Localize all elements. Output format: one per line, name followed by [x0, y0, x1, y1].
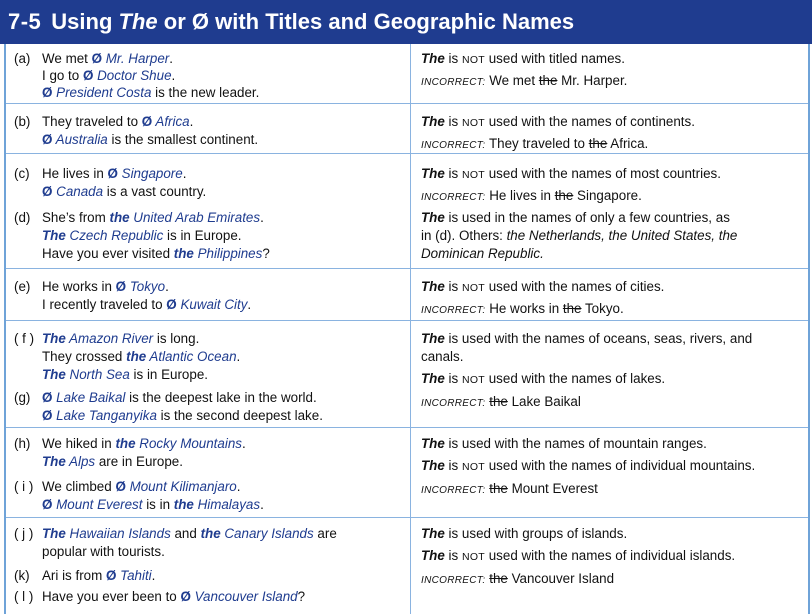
- label-e: (e): [14, 279, 31, 294]
- label-c: (c): [14, 166, 30, 181]
- example-line: We hiked in the Rocky Mountains.: [42, 436, 246, 451]
- examples-cell: [6, 104, 411, 153]
- rule-line: The is used with the names of mountain ranges.: [421, 436, 707, 451]
- rules-cell: [411, 154, 808, 268]
- examples-cell: [6, 44, 411, 103]
- examples-cell: [6, 428, 411, 517]
- row-waters: [6, 321, 808, 428]
- label-f: ( f ): [14, 331, 35, 346]
- example-line: Ari is from Ø Tahiti.: [42, 568, 156, 583]
- examples-cell: [6, 518, 411, 614]
- rules-cell: [411, 44, 808, 103]
- section-number: 7-5: [8, 9, 42, 34]
- example-line: Ø Australia is the smallest continent.: [42, 132, 259, 147]
- rule-line: The is NOT used with the names of individual islands.: [421, 548, 736, 563]
- incorrect-line: INCORRECT: the Mount Everest: [421, 481, 598, 496]
- example-line: The North Sea is in Europe.: [42, 367, 208, 382]
- rules-cell: [411, 321, 808, 427]
- example-line: Ø Lake Tanganyika is the second deepest lake.: [42, 408, 323, 423]
- example-line: Ø Lake Baikal is the deepest lake in the world.: [42, 390, 317, 405]
- incorrect-line: INCORRECT: the Vancouver Island: [421, 571, 615, 586]
- rule-line: Dominican Republic.: [421, 246, 544, 261]
- rules-cell: [411, 518, 808, 614]
- example-line: Ø Canada is a vast country.: [42, 184, 207, 199]
- example-line: I go to Ø Doctor Shue.: [42, 68, 176, 83]
- example-line: She’s from the United Arab Emirates.: [42, 210, 264, 225]
- example-line: Have you ever been to Ø Vancouver Island?: [42, 589, 306, 604]
- example-line: The Amazon River is long.: [42, 331, 200, 346]
- row-continents: [6, 104, 808, 154]
- rules-cell: [411, 104, 808, 153]
- incorrect-line: INCORRECT: He lives in the Singapore.: [421, 188, 642, 203]
- examples-cell: [6, 154, 411, 268]
- example-line: He lives in Ø Singapore.: [42, 166, 187, 181]
- label-j: ( j ): [14, 526, 34, 541]
- label-d: (d): [14, 210, 31, 225]
- example-line: The Alps are in Europe.: [42, 454, 183, 469]
- example-line: We climbed Ø Mount Kilimanjaro.: [42, 479, 241, 494]
- rule-line: The is NOT used with the names of cities.: [421, 279, 665, 294]
- rule-line: canals.: [421, 349, 464, 364]
- example-line: They traveled to Ø Africa.: [42, 114, 194, 129]
- label-a: (a): [14, 51, 31, 66]
- label-l: ( l ): [14, 589, 34, 604]
- examples-cell: [6, 269, 411, 320]
- incorrect-line: INCORRECT: They traveled to the Africa.: [421, 136, 649, 151]
- rule-line: The is NOT used with the names of most countries.: [421, 166, 721, 181]
- chart-header: [0, 0, 812, 44]
- label-b: (b): [14, 114, 31, 129]
- label-g: (g): [14, 390, 31, 405]
- label-k: (k): [14, 568, 30, 583]
- incorrect-line: INCORRECT: We met the Mr. Harper.: [421, 73, 628, 88]
- rule-line: The is NOT used with titled names.: [421, 51, 625, 66]
- example-line: They crossed the Atlantic Ocean.: [42, 349, 241, 364]
- row-cities: [6, 269, 808, 321]
- row-titles: [6, 44, 808, 104]
- rule-line: The is used with the names of oceans, seas, rivers, and: [421, 331, 753, 346]
- example-line: I recently traveled to Ø Kuwait City.: [42, 297, 252, 312]
- label-i: ( i ): [14, 479, 34, 494]
- example-line: Ø President Costa is the new leader.: [42, 85, 260, 100]
- row-islands: [6, 518, 808, 614]
- rules-cell: [411, 428, 808, 517]
- incorrect-line: INCORRECT: He works in the Tokyo.: [421, 301, 624, 316]
- incorrect-line: INCORRECT: the Lake Baikal: [421, 394, 581, 409]
- row-countries: [6, 154, 808, 269]
- row-mountains: [6, 428, 808, 518]
- rules-cell: [411, 269, 808, 320]
- example-line: We met Ø Mr. Harper.: [42, 51, 173, 66]
- example-line: The Czech Republic is in Europe.: [42, 228, 242, 243]
- rule-line: The is NOT used with the names of continents.: [421, 114, 695, 129]
- grammar-table: [4, 44, 810, 614]
- examples-cell: [6, 321, 411, 427]
- example-line: popular with tourists.: [42, 544, 165, 559]
- rule-line: The is NOT used with the names of individual mountains.: [421, 458, 756, 473]
- example-line: Have you ever visited the Philippines?: [42, 246, 270, 261]
- rule-line: The is NOT used with the names of lakes.: [421, 371, 666, 386]
- section-title: Using The or Ø with Titles and Geographic Names: [51, 9, 575, 34]
- rule-line: The is used with groups of islands.: [421, 526, 628, 541]
- example-line: Ø Mount Everest is in the Himalayas.: [42, 497, 264, 512]
- label-h: (h): [14, 436, 31, 451]
- rule-line: in (d). Others: the Netherlands, the United States, the: [421, 228, 738, 243]
- rule-line: The is used in the names of only a few countries, as: [421, 210, 730, 225]
- example-line: He works in Ø Tokyo.: [42, 279, 169, 294]
- example-line: The Hawaiian Islands and the Canary Islands are: [42, 526, 337, 541]
